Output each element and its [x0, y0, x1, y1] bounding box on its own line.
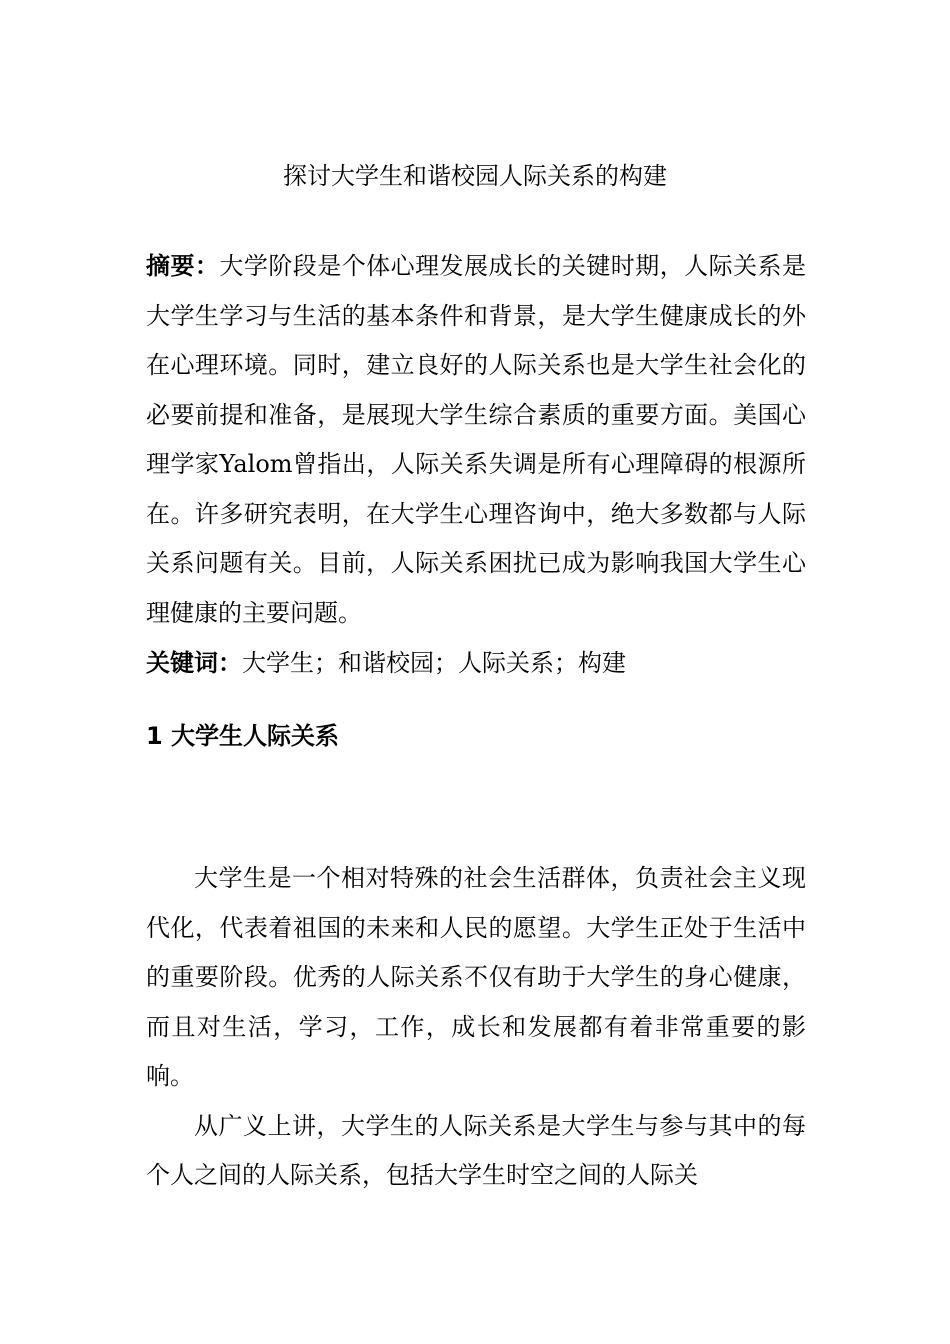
section-heading: 1 大学生人际关系	[146, 722, 340, 750]
document-title: 探讨大学生和谐校园人际关系的构建	[283, 162, 667, 190]
keywords-section	[146, 645, 806, 681]
body-paragraph: 从广义上讲，大学生的人际关系是大学生与参与其中的每个人之间的人际关系，包括大学生时空之间的人际关	[146, 1111, 806, 1189]
keywords-label: 关键词：	[146, 649, 242, 677]
abstract-text: 大学阶段是个体心理发展成长的关键时期，人际关系是大学生学习与生活的基本条件和背景，是大学生健康成长的外在心理环境。同时，建立良好的人际关系也是大学生社会化的必要前提和准备，是展现大学生综合素质的重要方面。美国心理学家Yalom曾指出，人际关系失调是所有心理障碍的根源所在。许多研究表明，在大学生心理咨询中，绝大多数都与人际关系问题有关。目前，人际关系困扰已成为影响我国大学生心理健康的主要问题。	[146, 252, 807, 627]
section-body	[146, 854, 806, 1201]
abstract-label: 摘要：	[146, 252, 220, 280]
body-paragraph: 大学生是一个相对特殊的社会生活群体，负责社会主义现代化，代表着祖国的未来和人民的愿望。大学生正处于生活中的重要阶段。优秀的人际关系不仅有助于大学生的身心健康，而且对生活，学习，工作，成长和发展都有着非常重要的影响。	[146, 864, 806, 1090]
keywords-text: 大学生；和谐校园；人际关系；构建	[242, 649, 626, 677]
abstract-section	[146, 242, 806, 638]
